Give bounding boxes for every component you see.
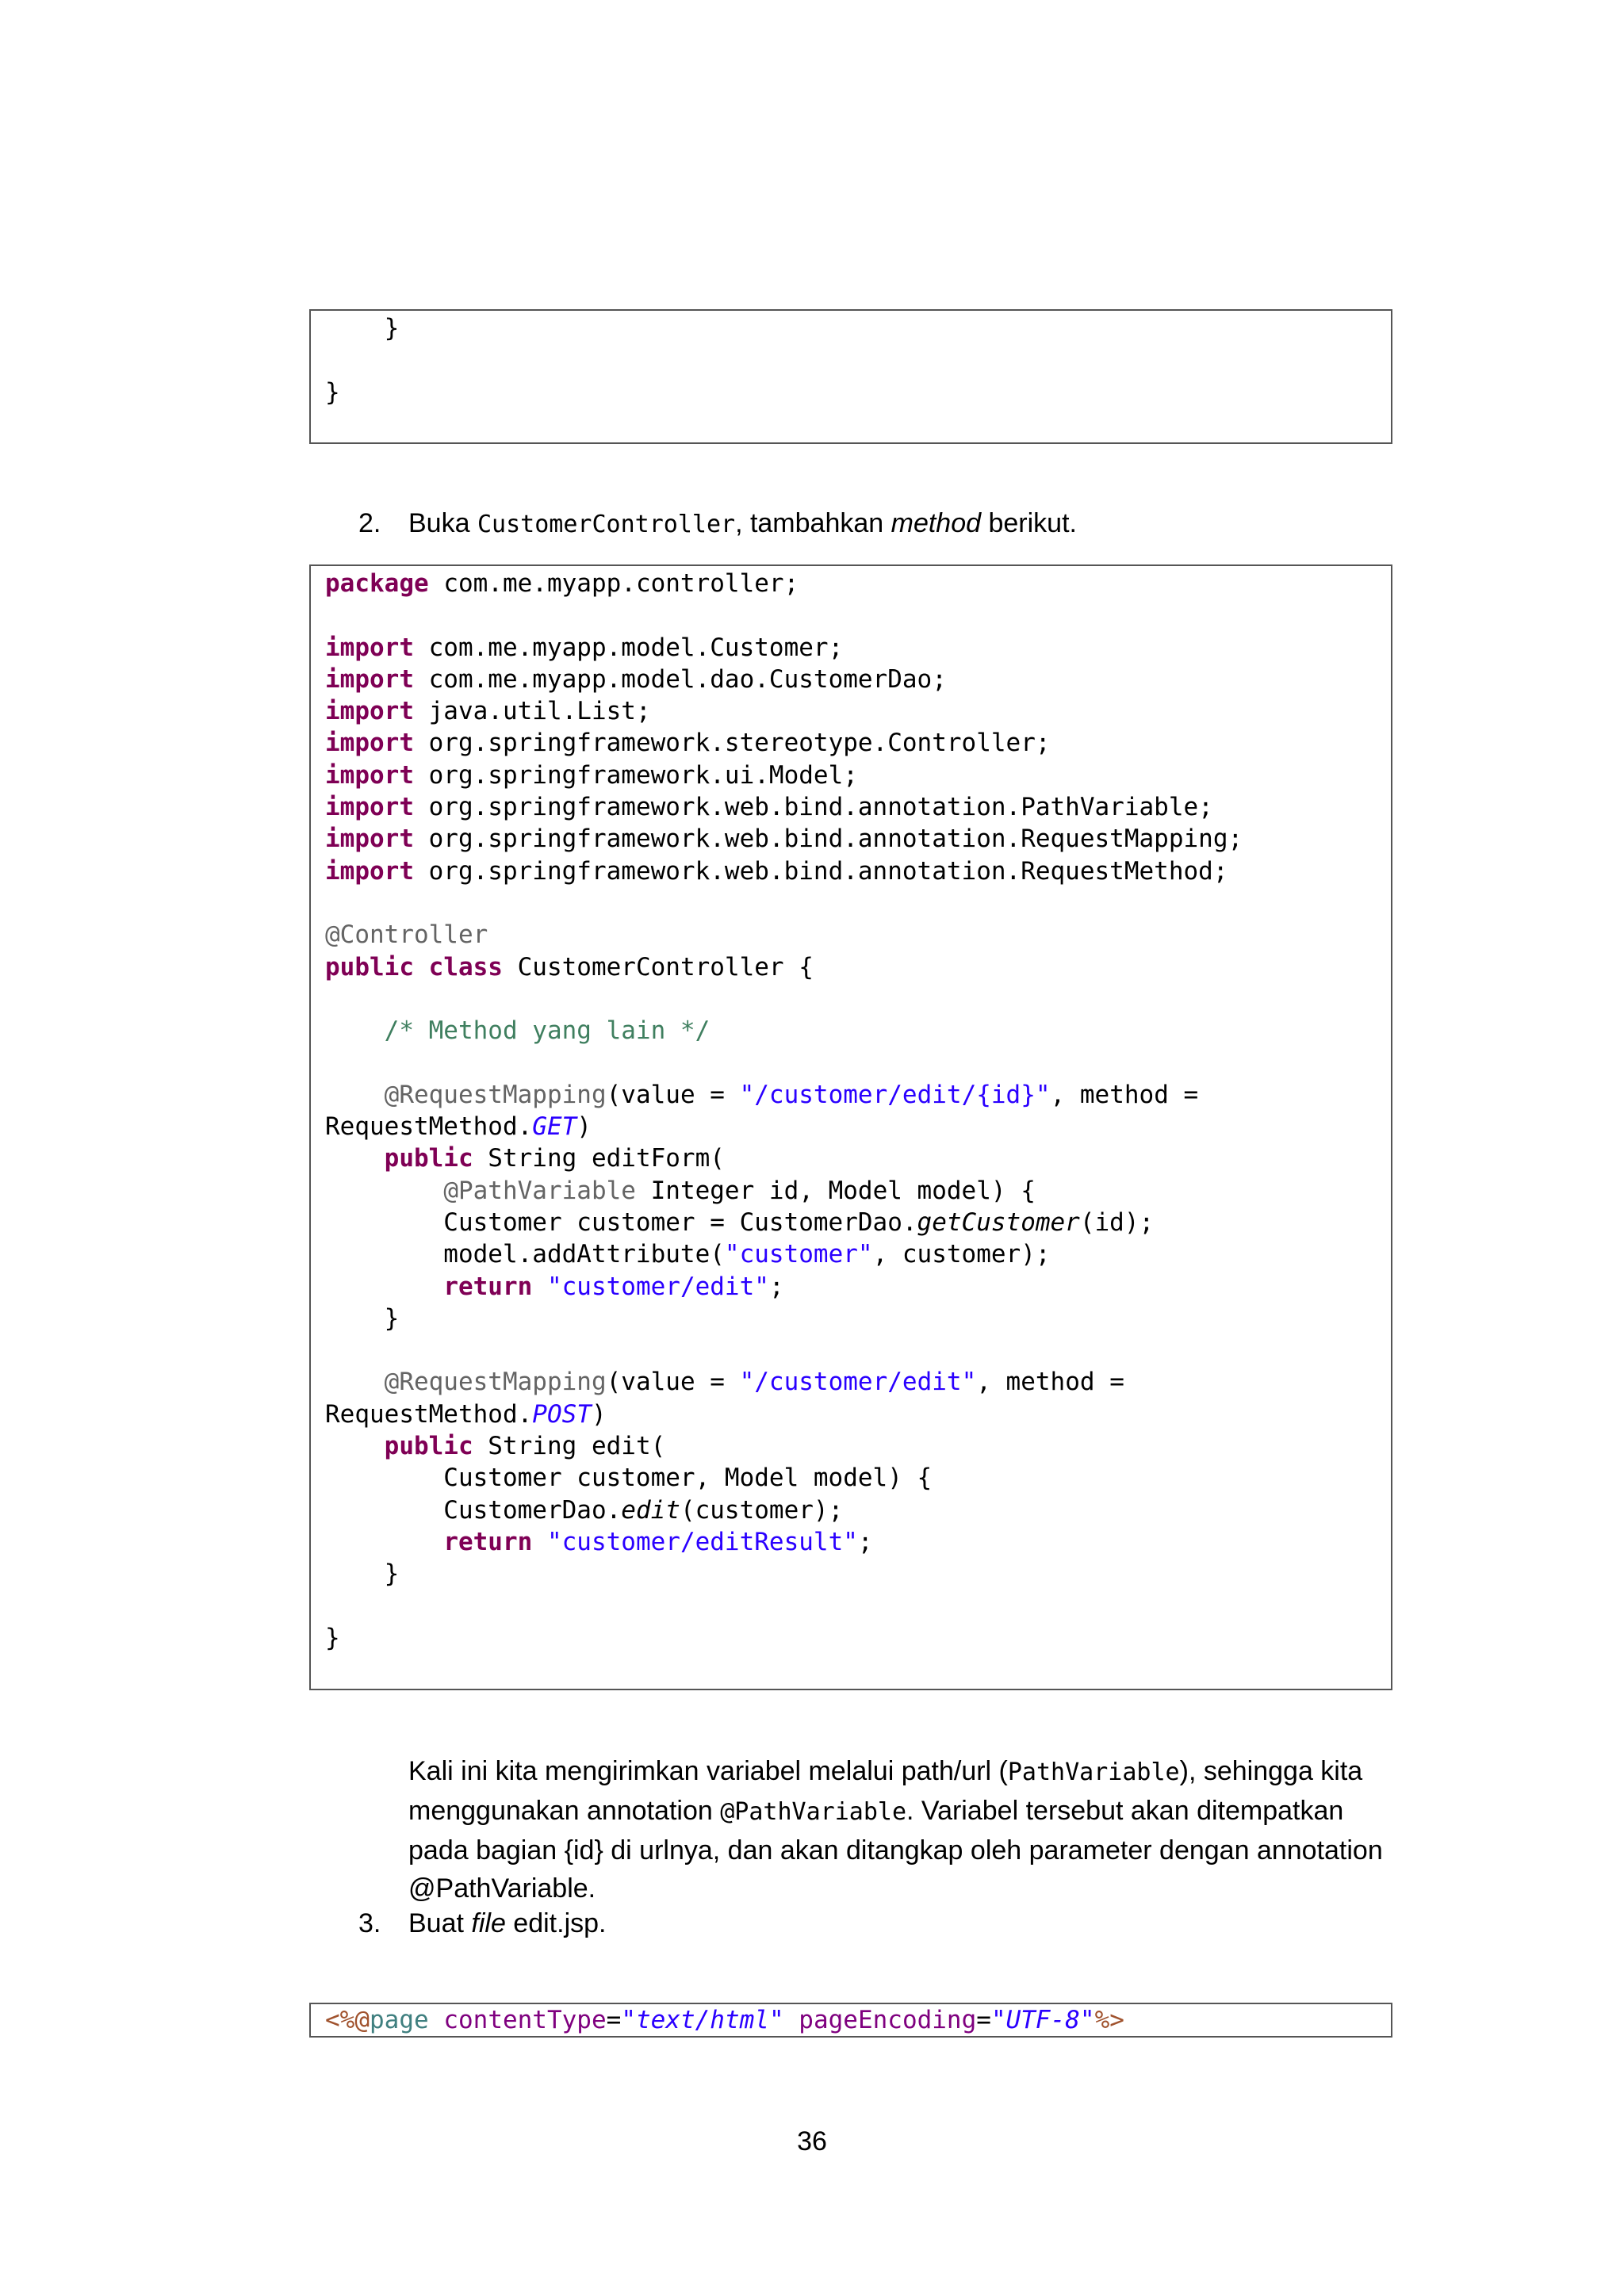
inline-code: PathVariable [1007, 1758, 1180, 1786]
code-listing: package com.me.myapp.controller; import com.me.myapp.model.Customer; import com.me.myapp.model.dao.CustomerDao; import java.util.List; import org.springframework.stereotype.Controller; import org.springframework.ui.Model; import org.springframework.web.bind.annotation.PathVariable; import org.springframework.web.bind.annotation.RequestMapping; import org.springframework.web.bind.annotation.RequestMethod; @Controller public class CustomerController { /* Method yang lain */ @RequestMapping(value = "/customer/edit/{id}", method = RequestMethod.GET) public String editForm( @PathVariable Integer id, Model model) { Customer customer = CustomerDao.getCustomer(id); model.addAttribute("customer", customer); return "customer/edit"; } @RequestMapping(value = "/customer/edit", method = RequestMethod.POST) public String edit( Customer customer, Model model) { CustomerDao.edit(customer); return "customer/editResult"; } } [325, 569, 1243, 1652]
code-block-customer-controller [309, 564, 1392, 1690]
code-listing [311, 311, 1391, 408]
explanation-paragraph: Kali ini kita mengirimkan variabel melalui path/url (PathVariable), sehingga kita menggunakan annotation @PathVariable. Variabel tersebut akan ditempatkan pada bagian {id} di urlnya, dan akan ditangkap oleh parameter dengan annotation @PathVariable. [408, 1756, 1383, 1904]
code-line: } [325, 314, 400, 342]
inline-code: @PathVariable [720, 1798, 907, 1826]
inline-code: CustomerController [477, 511, 736, 538]
step-number: 2. [358, 508, 381, 538]
code-block-edit-jsp [309, 2003, 1392, 2038]
code-block-closing [309, 309, 1392, 444]
code-line: } [325, 377, 340, 407]
code-listing: <%@page contentType="text/html" pageEncoding="UTF-8"%> [325, 2006, 1124, 2034]
step-number: 3. [358, 1908, 381, 1938]
step-2-text: Buka CustomerController, tambahkan method berikut. [408, 508, 1077, 538]
page-number: 36 [797, 2126, 827, 2156]
step-3-text: Buat file edit.jsp. [408, 1908, 607, 1938]
